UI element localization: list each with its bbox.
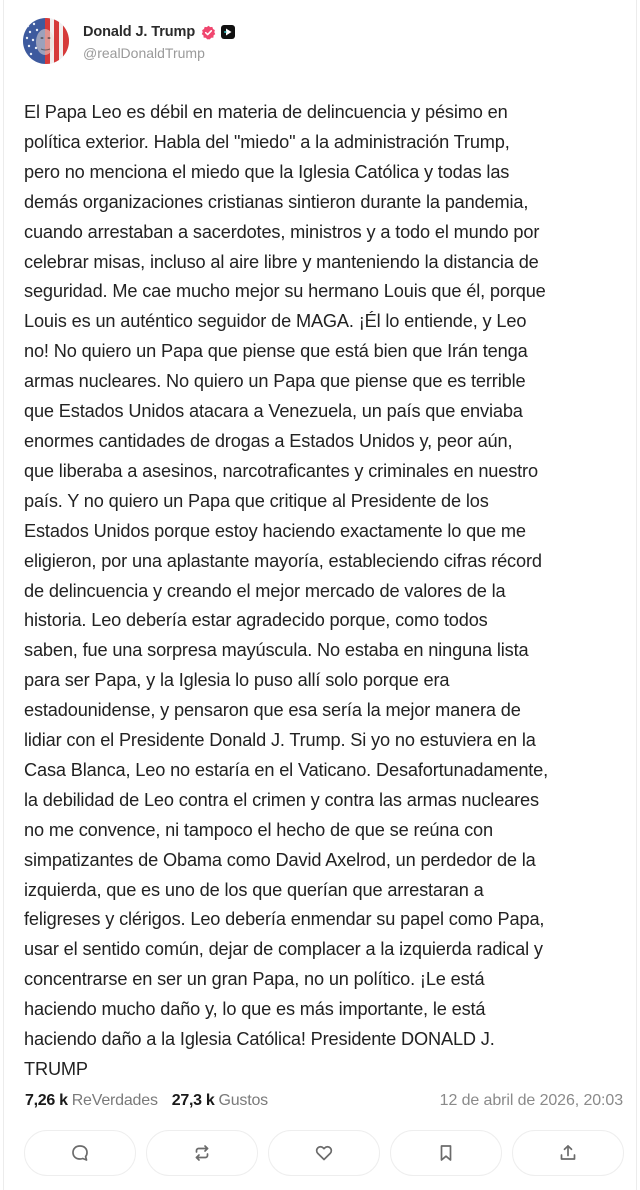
post-body-line: que liberaba a asesinos, narcotraficantes y criminales en nuestro — [24, 460, 538, 481]
reply-bubble-icon — [70, 1143, 90, 1163]
post-body-line: no! No quiero un Papa que piense que está bien que Irán tenga — [24, 341, 528, 362]
post-stats — [25, 1090, 623, 1112]
avatar[interactable] — [23, 18, 69, 64]
post-body-line: historia. Leo debería estar agradecido porque, como todos — [24, 610, 488, 631]
reposts-stat[interactable] — [25, 1092, 158, 1110]
post-body-line: TRUMP — [24, 1059, 88, 1079]
post-body-line: El Papa Leo es débil en materia de delincuencia y pésimo en — [24, 102, 508, 122]
author-name-row — [83, 21, 235, 43]
affiliate-badge-icon — [221, 25, 235, 39]
bookmark-icon — [436, 1143, 456, 1163]
post-body-line: Louis es un auténtico seguidor de MAGA. ¡Él lo entiende, y Leo — [24, 311, 527, 332]
post-body-line: seguridad. Me cae mucho mejor su hermano Louis que él, porque — [24, 281, 546, 302]
post-body-line: eligieron, por una aplastante mayoría, estableciendo cifras récord — [24, 550, 542, 571]
share-upload-icon — [558, 1143, 578, 1163]
post-body-line: enormes cantidades de drogas a Estados Unidos y, peor aún, — [24, 430, 513, 451]
post-body-line: lidiar con el Presidente Donald J. Trump. Si yo no estuviera en la — [24, 730, 536, 751]
author-names — [83, 21, 235, 61]
author-handle[interactable]: @realDonaldTrump — [83, 45, 205, 61]
avatar-flag-portrait-icon — [23, 18, 69, 64]
post-body-line: concentrarse en ser un gran Papa, no un político. ¡Le está — [24, 969, 485, 990]
post-body-line: para ser Papa, y la Iglesia lo puso allí solo porque era — [24, 670, 450, 691]
post-body-line: cuando arrestaban a sacerdotes, ministros y a todo el mundo por — [24, 221, 540, 242]
post-body-line: país. Y no quiero un Papa que critique al Presidente de los — [24, 490, 489, 511]
heart-icon — [314, 1143, 334, 1163]
like-button[interactable] — [268, 1130, 380, 1176]
post-timestamp: 12 de abril de 2026, 20:03 — [439, 1092, 623, 1109]
post-body-line: izquierda, que es uno de los que querían que arrestaran a — [24, 879, 484, 900]
repost-button[interactable] — [146, 1130, 258, 1176]
verified-badge-icon — [201, 25, 216, 40]
post-body-line: haciendo daño a la Iglesia Católica! Presidente DONALD J. — [24, 1029, 495, 1050]
repost-icon — [192, 1143, 212, 1163]
post-body-line: celebrar misas, incluso al aire libre y manteniendo la distancia de — [24, 251, 539, 272]
post-body-line: pero no menciona el miedo que la Iglesia Católica y todas las — [24, 161, 510, 182]
post-actions — [24, 1130, 624, 1176]
post-body-line: Casa Blanca, Leo no estaría en el Vaticano. Desafortunadamente, — [24, 759, 549, 780]
post-body-line: simpatizantes de Obama como David Axelrod, un perdedor de la — [24, 849, 536, 870]
post-body-line: feligreses y clérigos. Leo debería enmendar su papel como Papa, — [24, 909, 545, 930]
post-body-line: demás organizaciones cristianas sintieron durante la pandemia, — [24, 191, 529, 212]
post-body-line: Estados Unidos porque estoy haciendo exactamente lo que me — [24, 520, 526, 541]
reposts-label: ReVerdades — [71, 1092, 158, 1109]
likes-stat[interactable] — [172, 1092, 268, 1110]
share-button[interactable] — [512, 1130, 624, 1176]
post-body-line: la debilidad de Leo contra el crimen y contra las armas nucleares — [24, 789, 539, 810]
post-body-line: de delincuencia y creando el mejor mercado de valores de la — [24, 580, 506, 601]
post-body-line: armas nucleares. No quiero un Papa que piense que es terrible — [24, 371, 526, 392]
likes-label: Gustos — [218, 1092, 268, 1109]
post-body-line: no me convence, ni tampoco el hecho de que se reúna con — [24, 819, 493, 840]
post-body-line: haciendo mucho daño y, lo que es más importante, le está — [24, 999, 486, 1020]
post-body-line: estadounidense, y pensaron que esa sería la mejor manera de — [24, 700, 521, 721]
likes-count: 27,3 k — [171, 1092, 215, 1109]
post-body — [24, 98, 628, 1085]
post-body-line: que Estados Unidos atacara a Venezuela, un país que enviaba — [24, 401, 523, 422]
reposts-count: 7,26 k — [25, 1092, 68, 1109]
post-body-line: saben, fue una sorpresa mayúscula. No estaba en ninguna lista — [24, 640, 529, 661]
post-card — [3, 0, 637, 1190]
reply-button[interactable] — [24, 1130, 136, 1176]
author-display-name[interactable]: Donald J. Trump — [83, 24, 196, 40]
post-body-line: política exterior. Habla del "miedo" a la administración Trump, — [24, 131, 510, 152]
post-header — [23, 18, 235, 64]
post-body-line: usar el sentido común, dejar de complacer a la izquierda radical y — [24, 939, 543, 960]
bookmark-button[interactable] — [390, 1130, 502, 1176]
